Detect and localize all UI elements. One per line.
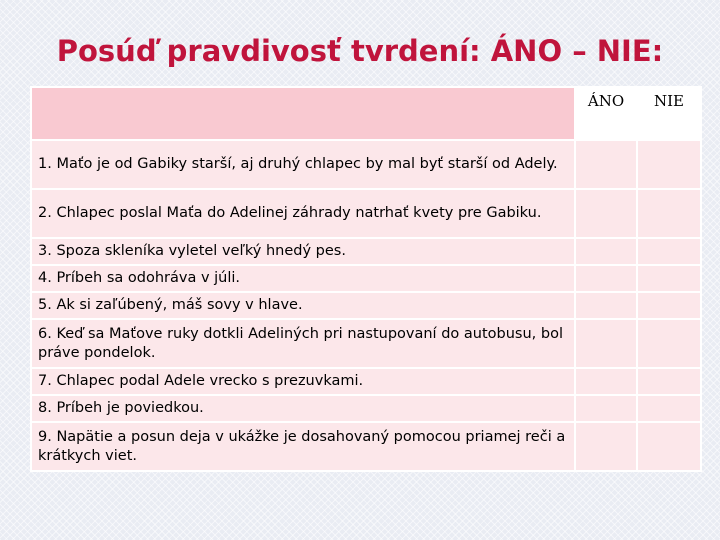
statement-8: 8. Príbeh je poviedkou. <box>31 395 575 422</box>
answer-cell-ano-7[interactable] <box>575 368 637 395</box>
statement-2: 2. Chlapec poslal Maťa do Adelinej záhrady natrhať kvety pre Gabiku. <box>31 189 575 238</box>
answer-cell-nie-2[interactable] <box>637 189 701 238</box>
table-row <box>31 292 701 319</box>
answer-cell-nie-3[interactable] <box>637 238 701 265</box>
table-header-row <box>31 87 701 140</box>
answer-cell-ano-4[interactable] <box>575 265 637 292</box>
answer-cell-ano-2[interactable] <box>575 189 637 238</box>
answer-cell-ano-6[interactable] <box>575 319 637 368</box>
answer-cell-nie-5[interactable] <box>637 292 701 319</box>
table-row <box>31 238 701 265</box>
statement-1: 1. Maťo je od Gabiky starší, aj druhý chlapec by mal byť starší od Adely. <box>31 140 575 189</box>
answer-cell-nie-9[interactable] <box>637 422 701 471</box>
answer-cell-ano-5[interactable] <box>575 292 637 319</box>
column-header-nie: NIE <box>637 87 701 140</box>
table-row <box>31 189 701 238</box>
answer-cell-ano-3[interactable] <box>575 238 637 265</box>
true-false-table <box>30 86 702 472</box>
statement-9: 9. Napätie a posun deja v ukážke je dosahovaný pomocou priamej reči a krátkych viet. <box>31 422 575 471</box>
statement-4: 4. Príbeh sa odohráva v júli. <box>31 265 575 292</box>
answer-cell-ano-8[interactable] <box>575 395 637 422</box>
table-row <box>31 319 701 368</box>
table-row <box>31 265 701 292</box>
answer-cell-ano-1[interactable] <box>575 140 637 189</box>
table-row <box>31 140 701 189</box>
answer-cell-nie-4[interactable] <box>637 265 701 292</box>
statement-3: 3. Spoza skleníka vyletel veľký hnedý pes. <box>31 238 575 265</box>
slide-title: Posúď pravdivosť tvrdení: ÁNO – NIE: <box>56 34 664 68</box>
answer-cell-ano-9[interactable] <box>575 422 637 471</box>
answer-cell-nie-1[interactable] <box>637 140 701 189</box>
answer-cell-nie-8[interactable] <box>637 395 701 422</box>
table-row <box>31 395 701 422</box>
table-row <box>31 368 701 395</box>
answer-cell-nie-6[interactable] <box>637 319 701 368</box>
statement-5: 5. Ak si zaľúbený, máš sovy v hlave. <box>31 292 575 319</box>
answer-cell-nie-7[interactable] <box>637 368 701 395</box>
statement-header-cell <box>31 87 575 140</box>
table-row <box>31 422 701 471</box>
column-header-ano: ÁNO <box>575 87 637 140</box>
statement-7: 7. Chlapec podal Adele vrecko s prezuvkami. <box>31 368 575 395</box>
statement-6: 6. Keď sa Maťove ruky dotkli Adeliných pri nastupovaní do autobusu, bol práve pondelok. <box>31 319 575 368</box>
